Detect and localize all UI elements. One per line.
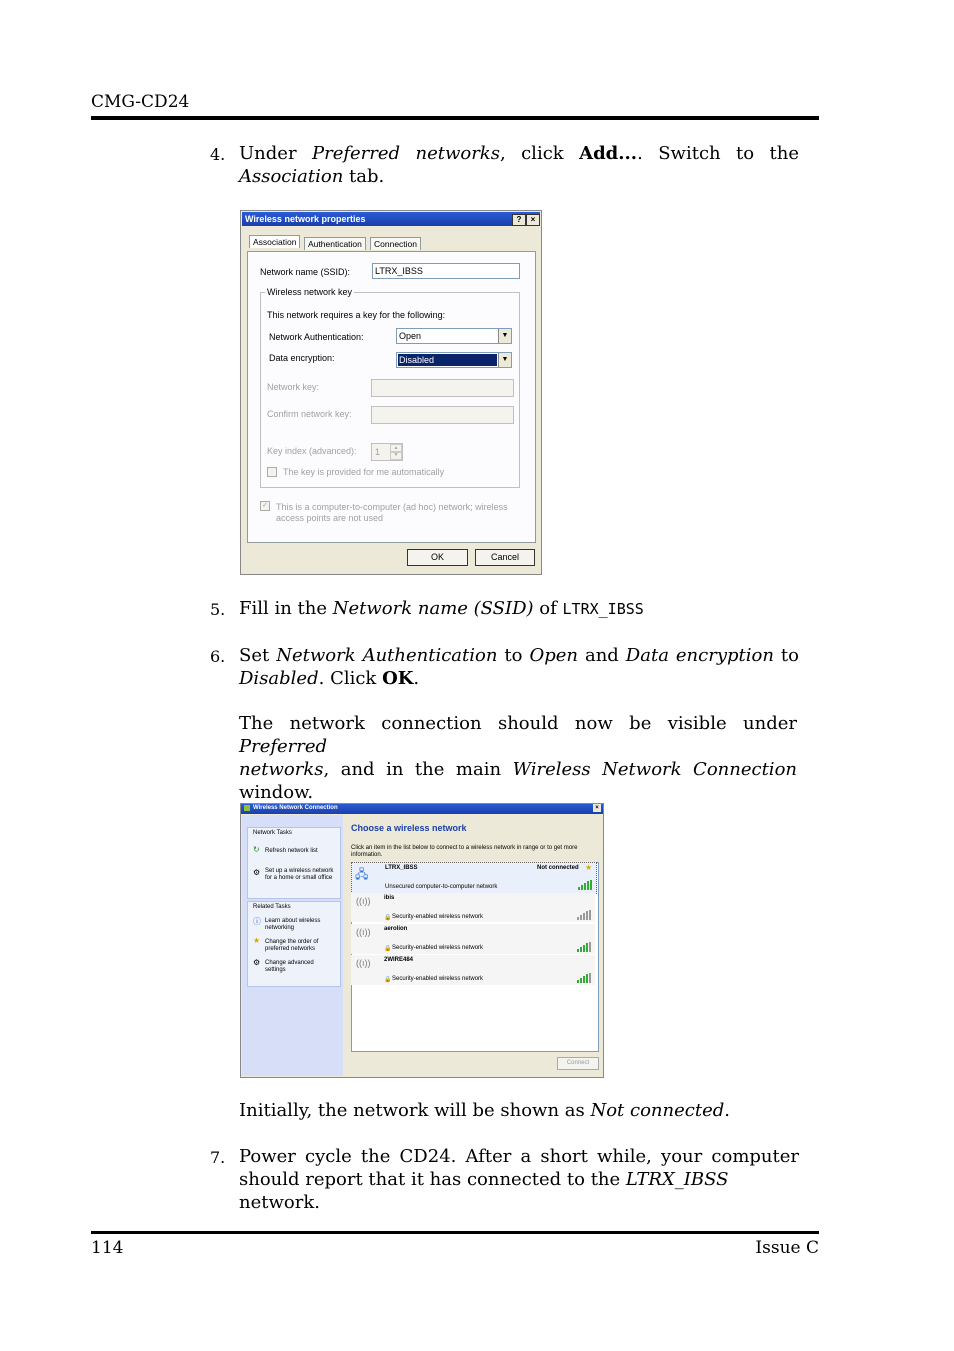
step-6-text: Set Network Authentication to Open and Data encryption to Disabled. Click OK. — [239, 645, 799, 689]
step-4-text: Under Preferred networks, click Add.... Switch to the Association tab. — [239, 143, 800, 187]
adhoc-label-line1: This is a computer-to-computer (ad hoc) network; wireless — [276, 502, 508, 512]
network-key-input[interactable] — [371, 379, 514, 397]
visibility-paragraph: The network connection should now be visible under Preferred networks, and in the main Wireless Network Connection window. — [239, 713, 797, 803]
lock-icon: 🔒 — [384, 915, 392, 921]
ok-button[interactable]: OK — [407, 549, 468, 566]
auth-label: Network Authentication: — [269, 332, 364, 342]
key-index-stepper[interactable]: 1 ▲ ▼ — [371, 443, 403, 461]
window-titlebar — [241, 804, 603, 814]
close-icon[interactable]: × — [526, 214, 540, 226]
network-status: Not connected — [537, 865, 579, 871]
requires-text: This network requires a key for the following: — [267, 310, 446, 320]
wireless-icon — [244, 805, 250, 811]
refresh-link[interactable]: Refresh network list — [265, 848, 318, 854]
cancel-button[interactable]: Cancel — [475, 549, 535, 566]
star-icon: ★ — [585, 863, 593, 872]
list-item[interactable] — [351, 862, 597, 894]
step-number: 4. — [210, 145, 226, 164]
step-7-text: Power cycle the CD24. After a short while, your computer should report that it has connected to the LTRX_IBSS network. — [239, 1146, 799, 1213]
step-number: 7. — [210, 1148, 226, 1167]
step-number: 5. — [210, 600, 226, 619]
issue-label: Issue C — [755, 1238, 819, 1258]
network-desc: Security-enabled wireless network — [392, 945, 484, 951]
panel-title: Network Tasks — [253, 830, 292, 836]
star-icon: ★ — [253, 936, 261, 945]
signal-strength-icon — [577, 973, 591, 983]
panel-title: Related Tasks — [253, 904, 291, 910]
step-5-text: Fill in the Network name (SSID) of LTRX_IBSS — [239, 598, 644, 619]
network-name: aerolion — [384, 926, 408, 932]
header-rule — [91, 116, 819, 120]
close-icon[interactable]: × — [593, 804, 601, 812]
related-tasks-panel — [247, 901, 341, 987]
tab-connection[interactable]: Connection — [370, 237, 421, 250]
key-index-label: Key index (advanced): — [267, 446, 357, 456]
chevron-down-icon[interactable]: ▼ — [498, 353, 511, 367]
footer-rule — [91, 1231, 819, 1234]
adhoc-checkbox[interactable]: ✓ — [260, 501, 270, 511]
network-desc: Security-enabled wireless network — [392, 914, 484, 920]
list-item[interactable] — [351, 893, 595, 922]
auto-key-checkbox[interactable] — [267, 467, 277, 477]
auth-select[interactable]: Open ▼ — [396, 328, 512, 344]
enc-label: Data encryption: — [269, 353, 335, 363]
setup-link-line1[interactable]: Set up a wireless network — [265, 868, 334, 874]
signal-strength-icon — [577, 910, 591, 920]
ssid-input[interactable]: LTRX_IBSS — [372, 263, 520, 279]
order-link-line1[interactable]: Change the order of — [265, 939, 319, 945]
lock-icon: 🔒 — [384, 977, 392, 983]
encryption-select[interactable]: Disabled ▼ — [396, 352, 512, 368]
network-desc: Unsecured computer-to-computer network — [385, 884, 498, 890]
learn-link-line2[interactable]: networking — [265, 925, 295, 931]
wireless-antenna-icon: ((ı)) — [356, 896, 371, 906]
initial-state-paragraph: Initially, the network will be shown as Not connected. — [239, 1100, 730, 1121]
auto-key-label: The key is provided for me automatically — [283, 467, 445, 477]
dialog-titlebar — [242, 212, 540, 226]
wireless-antenna-icon: ((ı)) — [356, 958, 371, 968]
tab-association[interactable]: Association — [249, 235, 300, 248]
settings-icon: ⚙ — [253, 958, 261, 967]
network-tasks-panel — [247, 827, 341, 899]
setup-network-icon: ⚙ — [253, 868, 261, 877]
info-icon: ⓘ — [253, 917, 261, 926]
wireless-properties-dialog — [240, 210, 542, 575]
chevron-up-icon[interactable]: ▲ — [390, 444, 402, 453]
network-name: ibis — [384, 895, 395, 901]
chevron-down-icon[interactable]: ▼ — [498, 329, 511, 343]
instructions-line2: information. — [351, 852, 383, 858]
dialog-title: Wireless network properties — [245, 214, 366, 224]
page-number: 114 — [91, 1238, 124, 1258]
refresh-icon: ↻ — [253, 845, 260, 854]
confirm-key-label: Confirm network key: — [267, 409, 352, 419]
ssid-label: Network name (SSID): — [260, 267, 351, 277]
chevron-down-icon[interactable]: ▼ — [390, 451, 402, 460]
lock-icon: 🔒 — [384, 946, 392, 952]
computer-network-icon: 🖧 — [355, 867, 369, 881]
step-number: 6. — [210, 647, 226, 666]
task-pane — [242, 815, 343, 1076]
list-item[interactable] — [351, 924, 595, 954]
order-link-line2[interactable]: preferred networks — [265, 946, 316, 952]
network-desc: Security-enabled wireless network — [392, 976, 484, 982]
network-name: LTRX_IBSS — [385, 865, 418, 871]
network-key-label: Network key: — [267, 382, 320, 392]
adhoc-label-line2: access points are not used — [276, 513, 384, 523]
tab-panel — [247, 251, 536, 543]
wireless-key-group — [260, 287, 520, 488]
learn-link-line1[interactable]: Learn about wireless — [265, 918, 321, 924]
advanced-link-line2[interactable]: settings — [265, 967, 286, 973]
tab-authentication[interactable]: Authentication — [304, 237, 366, 250]
wireless-antenna-icon: ((ı)) — [356, 927, 371, 937]
confirm-key-input[interactable] — [371, 406, 514, 424]
signal-strength-icon — [577, 942, 591, 952]
choose-heading: Choose a wireless network — [351, 823, 467, 833]
setup-link-line2[interactable]: for a home or small office — [265, 875, 333, 881]
instructions-line1: Click an item in the list below to connect to a wireless network in range or to get more — [351, 845, 578, 851]
list-item[interactable] — [351, 955, 595, 985]
window-title: Wireless Network Connection — [253, 805, 338, 811]
group-label: Wireless network key — [267, 287, 353, 297]
connect-button[interactable]: Connect — [557, 1057, 599, 1070]
signal-strength-icon — [578, 880, 592, 890]
network-name: 2WIRE484 — [384, 957, 414, 963]
help-button[interactable]: ? — [512, 214, 526, 226]
advanced-link-line1[interactable]: Change advanced — [265, 960, 314, 966]
running-header: CMG-CD24 — [91, 92, 190, 112]
